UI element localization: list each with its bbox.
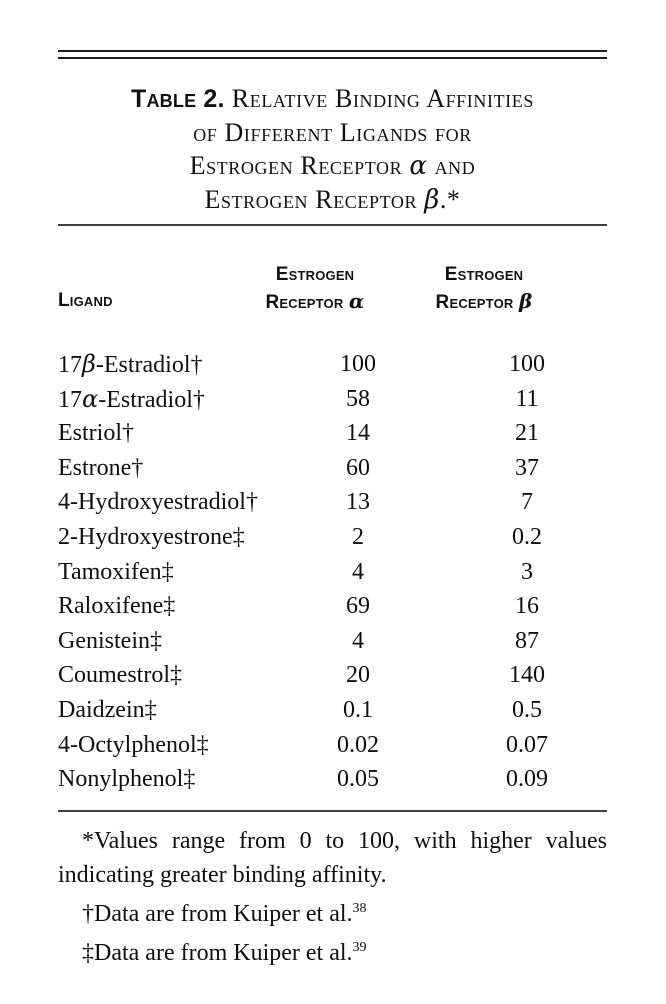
footnote-values-range	[58, 824, 607, 892]
footnote-dagger	[58, 897, 607, 931]
ligand-cell: Genistein‡	[58, 627, 162, 654]
ligand-cell: Tamoxifen‡	[58, 558, 174, 585]
er-alpha-value: 13	[346, 489, 370, 516]
column-header-ligand: Ligand	[58, 290, 113, 311]
table-row	[58, 485, 607, 520]
footnote-marker: †	[82, 901, 94, 927]
table-title-line-4: Estrogen Receptor β.*	[204, 185, 461, 215]
table-row	[58, 347, 607, 382]
greek-letter: α	[409, 151, 428, 181]
er-beta-value: 0.2	[512, 523, 542, 550]
ligand-cell: Nonylphenol‡	[58, 766, 196, 793]
er-beta-value: 87	[515, 627, 539, 654]
er-alpha-value: 4	[352, 558, 364, 585]
ligand-cell: 4-Hydroxyestradiol†	[58, 489, 258, 516]
er-beta-value: 0.09	[506, 766, 548, 793]
er-alpha-value: 2	[352, 523, 364, 550]
table-bottom-rule	[58, 810, 607, 812]
er-alpha-value: 69	[346, 593, 370, 620]
table-row	[58, 382, 607, 417]
column-header-er-beta	[374, 262, 594, 316]
table-number-label: Table 2.	[131, 85, 225, 113]
footnote-marker: ‡	[82, 940, 94, 966]
table-title-line-3: Estrogen Receptor α and	[189, 151, 476, 181]
footnote-ref: 38	[352, 901, 367, 916]
er-beta-header-line-1: Estrogen	[444, 264, 524, 285]
er-beta-value: 21	[515, 420, 539, 447]
greek-letter: α	[82, 384, 99, 413]
table-title-line-1	[58, 82, 607, 116]
table-row	[58, 555, 607, 590]
er-alpha-value: 100	[340, 351, 376, 377]
er-alpha-value: 60	[346, 454, 370, 481]
greek-letter: β	[518, 289, 533, 313]
footnote-text: Values range from 0 to 100, with higher values indicating greater binding affinity.	[58, 828, 607, 888]
table-title-line-2: of Different Ligands for	[193, 118, 472, 147]
table-row	[58, 658, 607, 693]
er-alpha-value: 20	[346, 662, 370, 689]
table-row	[58, 589, 607, 624]
er-alpha-value: 0.02	[337, 731, 379, 758]
er-beta-value: 3	[521, 558, 533, 585]
footnote-text: Data are from Kuiper et al.	[94, 940, 353, 966]
er-beta-value: 11	[515, 385, 539, 412]
er-beta-value: 140	[509, 662, 545, 689]
er-alpha-value: 58	[346, 385, 370, 412]
er-beta-value: 0.07	[506, 731, 548, 758]
ligand-cell: 2-Hydroxyestrone‡	[58, 523, 245, 550]
table-top-rule-inner	[58, 57, 607, 59]
table-row	[58, 728, 607, 763]
table-row	[58, 451, 607, 486]
table-title-rule	[58, 224, 607, 226]
table-title-text: Relative Binding Affinities	[231, 84, 534, 113]
greek-letter: α	[348, 289, 365, 313]
table-rows	[58, 347, 607, 797]
table-row	[58, 762, 607, 797]
er-beta-value: 100	[509, 351, 545, 377]
ligand-cell: Estriol†	[58, 420, 134, 447]
er-alpha-value: 4	[352, 627, 364, 654]
footnote-text: Data are from Kuiper et al.	[94, 901, 353, 927]
ligand-cell: 17β-Estradiol†	[58, 350, 203, 378]
ligand-cell: Daidzein‡	[58, 696, 157, 723]
footnotes	[58, 824, 607, 970]
footnote-double-dagger	[58, 936, 607, 970]
table-row	[58, 416, 607, 451]
er-beta-value: 16	[515, 593, 539, 620]
table-row	[58, 693, 607, 728]
table-title	[58, 82, 607, 217]
er-alpha-header-line-2: Receptor α	[265, 289, 365, 313]
ligand-cell: 17α-Estradiol†	[58, 384, 205, 413]
ligand-cell: Coumestrol‡	[58, 662, 182, 689]
er-alpha-header-line-1: Estrogen	[275, 264, 355, 285]
footnote-ref: 39	[352, 940, 367, 955]
er-alpha-value: 14	[346, 420, 370, 447]
er-alpha-value: 0.05	[337, 766, 379, 793]
footnote-marker: *	[82, 828, 94, 854]
ligand-cell: Estrone†	[58, 454, 144, 481]
er-beta-value: 37	[515, 454, 539, 481]
greek-letter: β	[82, 350, 96, 378]
er-beta-value: 7	[521, 489, 533, 516]
table-row	[58, 520, 607, 555]
table-row	[58, 624, 607, 659]
ligand-cell: Raloxifene‡	[58, 593, 176, 620]
greek-letter: β	[424, 185, 440, 215]
er-alpha-value: 0.1	[343, 696, 373, 723]
er-beta-header-line-2: Receptor β	[435, 289, 533, 313]
table-top-rule-outer	[58, 50, 607, 52]
er-beta-value: 0.5	[512, 696, 542, 723]
ligand-cell: 4-Octylphenol‡	[58, 731, 209, 758]
